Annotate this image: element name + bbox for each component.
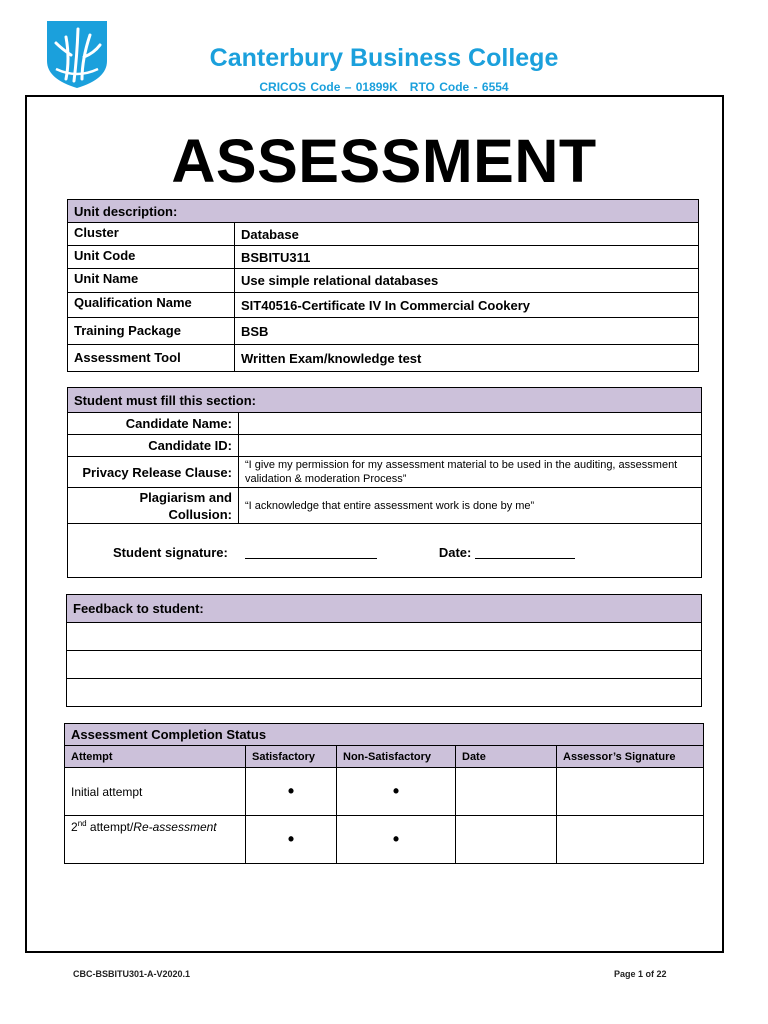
second-attempt-label (65, 816, 246, 864)
satisfactory-checkbox[interactable]: • (246, 768, 337, 816)
column-header-attempt: Attempt (65, 746, 246, 768)
column-header-assessor-signature: Assessor’s Signature (557, 746, 704, 768)
row-label: Unit Code (68, 246, 235, 269)
plagiarism-text: “I acknowledge that entire assessment work is done by me” (239, 488, 702, 524)
feedback-line[interactable] (67, 623, 702, 651)
row-value: BSBITU311 (235, 246, 699, 269)
date-cell[interactable] (456, 768, 557, 816)
student-section-heading: Student must fill this section: (68, 388, 702, 413)
page-number: Page 1 of 22 (614, 969, 667, 979)
rto-code: RTO Code - 6554 (409, 80, 509, 94)
plagiarism-label (68, 488, 239, 524)
candidate-id-label: Candidate ID: (68, 435, 239, 457)
completion-heading: Assessment Completion Status (65, 724, 704, 746)
unit-description-table (67, 199, 699, 372)
second-attempt-suffix: nd (77, 819, 87, 828)
table-row (65, 816, 704, 864)
row-label: Qualification Name (68, 293, 235, 318)
date-line[interactable] (475, 546, 575, 559)
row-label: Unit Name (68, 269, 235, 293)
candidate-name-field[interactable] (239, 413, 702, 435)
cricos-code: CRICOS Code – 01899K (259, 80, 398, 94)
non-satisfactory-checkbox[interactable]: • (337, 768, 456, 816)
assessor-signature-cell[interactable] (557, 768, 704, 816)
row-label: Training Package (68, 318, 235, 345)
student-signature-line[interactable] (245, 546, 377, 559)
candidate-name-label: Candidate Name: (68, 413, 239, 435)
plagiarism-label-line2: Collusion: (168, 506, 232, 522)
privacy-clause-label: Privacy Release Clause: (68, 457, 239, 488)
assessor-signature-cell[interactable] (557, 816, 704, 864)
second-attempt-number: 2 (71, 820, 78, 834)
table-row (68, 246, 699, 269)
row-value: Written Exam/knowledge test (235, 345, 699, 372)
row-value: Database (235, 223, 699, 246)
signature-row (68, 524, 702, 578)
feedback-heading: Feedback to student: (67, 595, 702, 623)
college-codes (0, 80, 768, 94)
feedback-line[interactable] (67, 679, 702, 707)
table-row (68, 345, 699, 372)
table-row (65, 768, 704, 816)
satisfactory-checkbox[interactable]: • (246, 816, 337, 864)
feedback-table (66, 594, 702, 707)
table-row (68, 223, 699, 246)
candidate-id-field[interactable] (239, 435, 702, 457)
student-section-table (67, 387, 702, 578)
column-header-satisfactory: Satisfactory (246, 746, 337, 768)
row-value: Use simple relational databases (235, 269, 699, 293)
unit-description-heading: Unit description: (68, 200, 699, 223)
row-label: Cluster (68, 223, 235, 246)
page-title: ASSESSMENT (171, 127, 597, 195)
column-header-non-satisfactory: Non-Satisfactory (337, 746, 456, 768)
reassessment-text: Re-assessment (133, 820, 217, 834)
completion-status-table (64, 723, 704, 864)
student-signature-label: Student signature: (113, 545, 228, 560)
date-cell[interactable] (456, 816, 557, 864)
table-row (68, 269, 699, 293)
document-code: CBC-BSBITU301-A-V2020.1 (73, 969, 191, 979)
second-attempt-text: attempt/ (86, 820, 134, 834)
table-row (68, 318, 699, 345)
privacy-clause-text: “I give my permission for my assessment material to be used in the auditing, assessment validation & moderation Process” (239, 457, 702, 488)
row-value: BSB (235, 318, 699, 345)
table-row (68, 293, 699, 318)
initial-attempt-label: Initial attempt (65, 768, 246, 816)
row-value: SIT40516-Certificate IV In Commercial Cookery (235, 293, 699, 318)
column-header-date: Date (456, 746, 557, 768)
college-name: Canterbury Business College (209, 44, 559, 72)
date-label: Date: (438, 545, 472, 560)
non-satisfactory-checkbox[interactable]: • (337, 816, 456, 864)
row-label: Assessment Tool (68, 345, 235, 372)
plagiarism-label-line1: Plagiarism and (139, 489, 232, 505)
feedback-line[interactable] (67, 651, 702, 679)
